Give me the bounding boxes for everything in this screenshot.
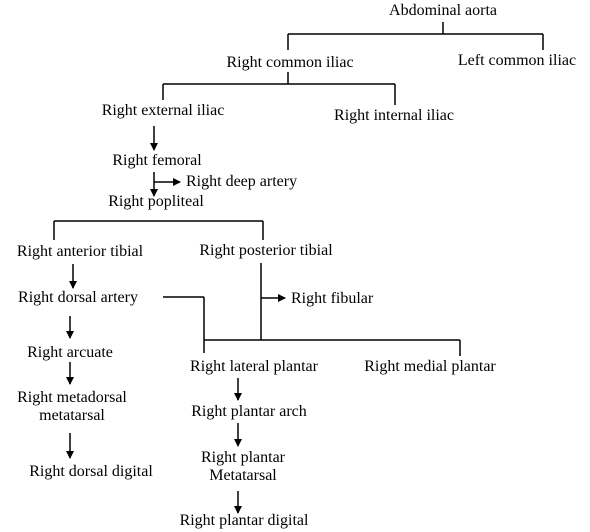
- node-label: Right external iliac: [101, 102, 225, 119]
- node-left-common-iliac: [458, 52, 576, 70]
- node-label: Right anterior tibial: [16, 243, 144, 260]
- node-label: Right popliteal: [108, 193, 204, 210]
- node-right-plantar-metatarsal: [201, 449, 285, 485]
- node-right-lateral-plantar: [190, 358, 318, 376]
- node-right-plantar-digital: [180, 512, 309, 530]
- node-label: Right lateral plantar: [190, 358, 318, 375]
- node-right-external-iliac: [102, 102, 225, 120]
- node-label: Right plantar digital: [179, 512, 309, 529]
- node-right-internal-iliac: [334, 107, 454, 125]
- node-label: Abdominal aorta: [389, 2, 497, 19]
- node-label-line-1: Right metadorsal: [17, 389, 127, 406]
- node-label: Right arcuate: [27, 344, 113, 361]
- node-right-medial-plantar: [364, 358, 496, 376]
- node-abdominal-aorta: [389, 2, 497, 20]
- node-right-common-iliac: [226, 54, 353, 72]
- node-right-dorsal-artery: [18, 289, 138, 307]
- node-right-deep-artery: [186, 173, 297, 191]
- node-label: Right fibular: [291, 290, 374, 307]
- node-right-plantar-arch: [191, 403, 307, 421]
- node-right-metadorsal-metatarsal: [17, 389, 127, 425]
- node-label: Right dorsal digital: [29, 463, 153, 480]
- node-label: Right plantar arch: [191, 403, 307, 420]
- node-label: Right internal iliac: [334, 107, 454, 124]
- node-right-anterior-tibial: [17, 243, 143, 261]
- node-right-arcuate: [27, 344, 113, 362]
- node-label: Right deep artery: [186, 173, 298, 190]
- node-label-line-2: metatarsal: [39, 407, 105, 424]
- node-right-fibular: [291, 290, 373, 308]
- node-label: Left common iliac: [457, 52, 577, 69]
- node-right-posterior-tibial: [199, 242, 332, 260]
- node-right-popliteal: [108, 193, 204, 211]
- node-label-line-1: Right plantar: [201, 449, 285, 466]
- node-right-femoral: [112, 152, 201, 170]
- node-right-dorsal-digital: [29, 463, 153, 481]
- node-label: Right medial plantar: [364, 358, 496, 375]
- node-label: Right dorsal artery: [18, 289, 138, 306]
- node-label: Right common iliac: [226, 54, 354, 71]
- node-label-line-2: Metatarsal: [209, 467, 277, 484]
- node-label: Right femoral: [112, 152, 202, 169]
- node-label: Right posterior tibial: [199, 242, 333, 259]
